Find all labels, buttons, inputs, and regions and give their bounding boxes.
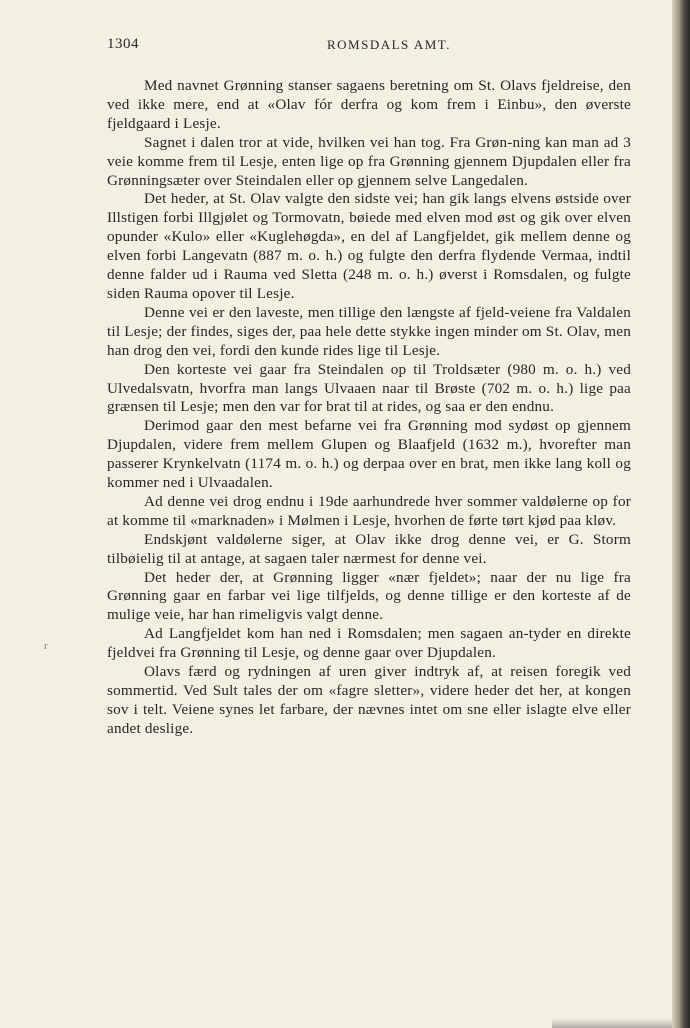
page-number: 1304	[107, 36, 139, 52]
paragraph-3: Det heder, at St. Olav valgte den sidste vei; han gik langs elvens østside over Illstigen forbi Illgjølet og Tormovatn, bøiede med elven mod øst og gik over elven opunder «Kulo» eller «Kuglehøgda», en del af Langfjeldet, gik mellem denne og elven forbi Langevatn (887 m. o. h.) og fulgte den derfra flydende Vermaa, indtil denne falder ud i Rauma ved Sletta (248 m. o. h.) øverst i Romsdalen, og fulgte siden Rauma opover til Lesje.	[107, 190, 631, 302]
book-page-edge	[672, 0, 690, 1028]
paragraph-7: Ad denne vei drog endnu i 19de aarhundrede hver sommer valdølerne op for at komme til «marknaden» i Mølmen i Lesje, hvorhen de førte tørt kjød paa kløv.	[107, 492, 631, 529]
paragraph-8: Endskjønt valdølerne siger, at Olav ikke drog denne vei, er G. Storm tilbøielig til at antage, at sagaen taler nærmest for denne vei.	[107, 530, 631, 567]
paragraph-5: Den korteste vei gaar fra Steindalen op til Troldsæter (980 m. o. h.) ved Ulvedalsvatn, hvorfra man langs Ulvaaen naar til Brøste (702 m. o. h.) lige paa grænsen til Lesje; men den var for brat til at rides, og saa er den endnu.	[107, 360, 631, 416]
paragraph-6: Derimod gaar den mest befarne vei fra Grønning mod sydøst op gjennem Djupdalen, videre frem mellem Glupen og Blaafjeld (1632 m.), hvorefter man passerer Krynkelvatn (1174 m. o. h.) og derpaa over en brat, men ikke lang koll og kommer ned i Ulvaadalen.	[107, 417, 631, 492]
paragraph-4: Denne vei er den laveste, men tillige den længste af fjeld-veiene fra Valdalen til Lesje; der findes, siges der, paa hele dette stykke ingen minder om St. Olav, men han drog den vei, fordi den kunde rides lige til Lesje.	[107, 303, 631, 359]
paragraph-1: Med navnet Grønning stanser sagaens beretning om St. Olavs fjeldreise, den ved ikke mere, end at «Olav fór derfra og kom frem i Einbu», den øverste fjeldgaard i Lesje.	[107, 77, 631, 132]
running-title: ROMSDALS AMT.	[326, 37, 451, 52]
body-text	[107, 77, 631, 739]
page-header	[107, 36, 631, 56]
margin-mark: r	[44, 640, 48, 652]
paragraph-10: Ad Langfjeldet kom han ned i Romsdalen; men sagaen an-tyder en direkte fjeldvei fra Grønning til Lesje, og denne gaar over Djupdalen.	[107, 625, 631, 662]
page-curl-shadow	[552, 1018, 672, 1028]
paragraph-11: Olavs færd og rydningen af uren giver indtryk af, at reisen foregik ved sommertid. Ved Sult tales der om «fagre sletter», videre heder det her, at kongen sov i telt. Veiene synes let farbare, der nævnes intet om sne eller islagte elve eller andet deslige.	[107, 663, 631, 737]
paragraph-2: Sagnet i dalen tror at vide, hvilken vei han tog. Fra Grøn-ning kan man ad 3 veie komme frem til Lesje, enten lige op fra Grønning gjennem Djupdalen eller fra Grønningsæter over Steindalen eller op gjennem selve Langedalen.	[107, 133, 631, 189]
paragraph-9: Det heder der, at Grønning ligger «nær fjeldet»; naar der nu lige fra Grønning gaar en farbar vei lige tilfjelds, og denne tillige er den korteste af de mulige veie, har han rimeligvis valgt denne.	[107, 568, 631, 624]
